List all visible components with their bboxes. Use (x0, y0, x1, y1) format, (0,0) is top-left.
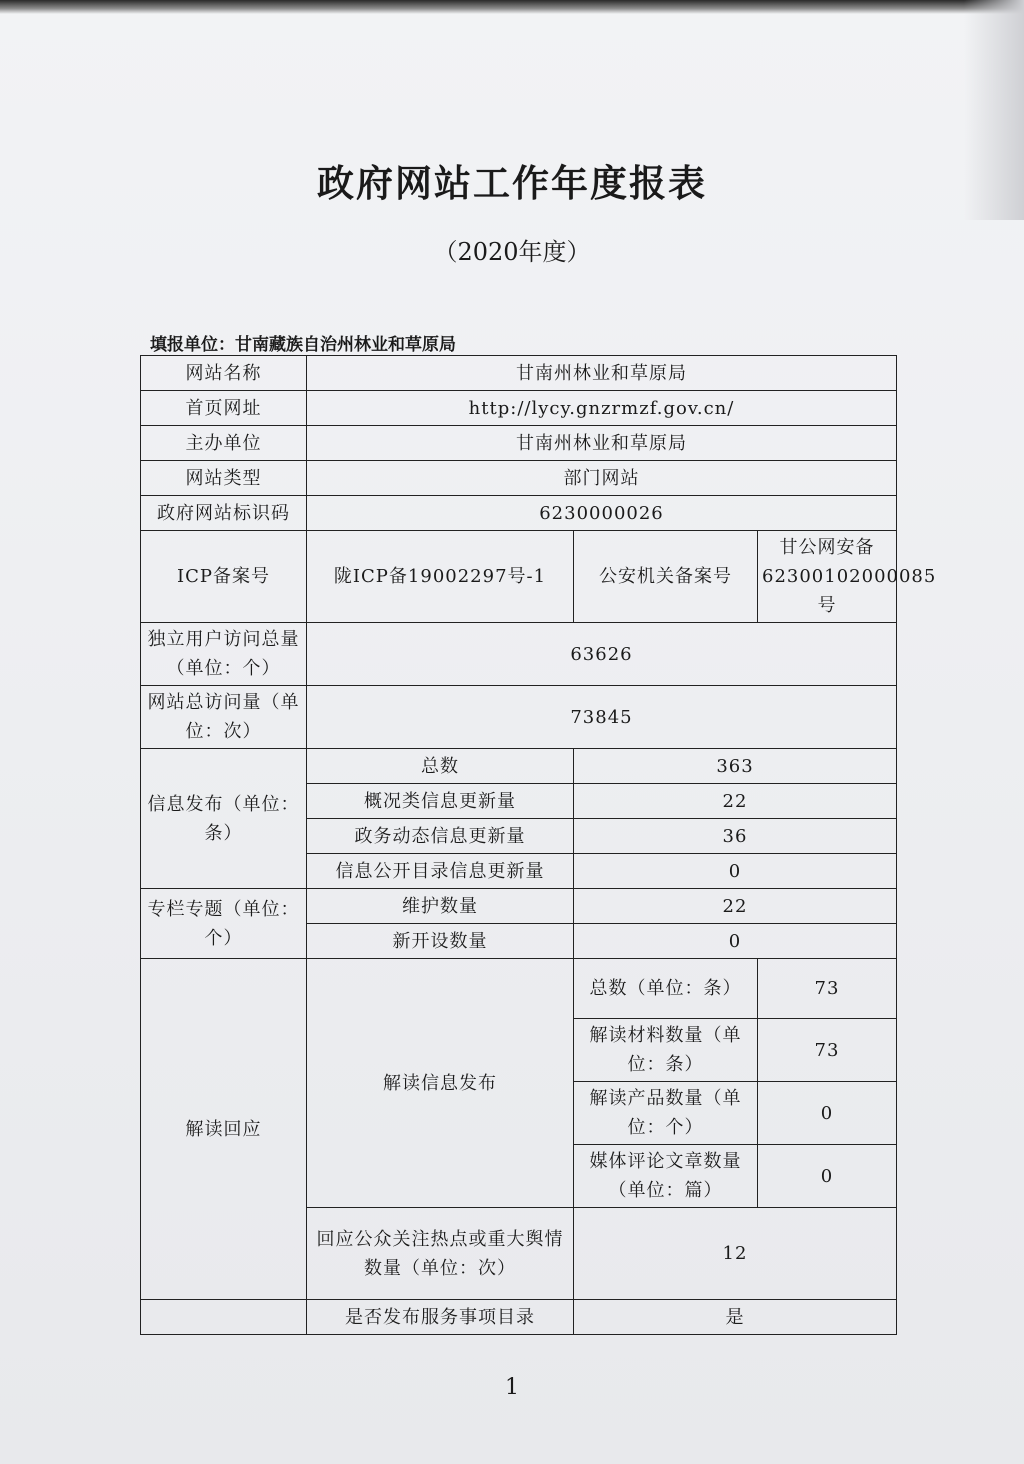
icp-number: 陇ICP备19002297号-1 (307, 531, 574, 623)
police-record-number: 甘公网安备62300102000085号 (758, 531, 897, 623)
top-shadow (0, 0, 1024, 14)
table-row (141, 391, 897, 426)
table-row (141, 959, 897, 1019)
item-label: 总数（单位：条） (574, 959, 758, 1019)
table-row (141, 461, 897, 496)
item-value: 73 (758, 959, 897, 1019)
row-value: 6230000026 (307, 496, 897, 531)
item-value: 363 (574, 749, 897, 784)
item-value: 73 (758, 1019, 897, 1082)
row-value: 甘南州林业和草原局 (307, 356, 897, 391)
row-label: 主办单位 (141, 426, 307, 461)
item-label: 概况类信息更新量 (307, 784, 574, 819)
group-label: 专栏专题（单位：个） (141, 889, 307, 959)
table-row (141, 426, 897, 461)
item-label: 政务动态信息更新量 (307, 819, 574, 854)
table-row (141, 1300, 897, 1335)
item-value: 22 (574, 784, 897, 819)
page-number: 1 (505, 1375, 519, 1400)
row-value: 73845 (307, 686, 897, 749)
report-year: （2020年度） (433, 238, 591, 266)
table-row (141, 496, 897, 531)
table-row (141, 686, 897, 749)
row-label: ICP备案号 (141, 531, 307, 623)
row-label: 独立用户访问总量（单位：个） (141, 623, 307, 686)
table-row (141, 889, 897, 924)
report-table (140, 355, 937, 1335)
item-label: 解读材料数量（单位：条） (574, 1019, 758, 1082)
item-label: 维护数量 (307, 889, 574, 924)
table-row (141, 531, 897, 623)
item-label: 总数 (307, 749, 574, 784)
empty-cell (141, 1300, 307, 1335)
row-label: 政府网站标识码 (141, 496, 307, 531)
item-value: 36 (574, 819, 897, 854)
row-label: 首页网址 (141, 391, 307, 426)
item-value: 12 (574, 1208, 897, 1300)
row-label: 网站总访问量（单位：次） (141, 686, 307, 749)
item-label: 解读产品数量（单位：个） (574, 1082, 758, 1145)
row-value: 63626 (307, 623, 897, 686)
item-label: 回应公众关注热点或重大舆情数量（单位：次） (307, 1208, 574, 1300)
row-label: 网站名称 (141, 356, 307, 391)
sub-group-label: 解读信息发布 (307, 959, 574, 1208)
item-label: 媒体评论文章数量（单位：篇） (574, 1145, 758, 1208)
item-label: 是否发布服务事项目录 (307, 1300, 574, 1335)
item-value: 0 (758, 1082, 897, 1145)
group-label: 信息发布（单位：条） (141, 749, 307, 889)
homepage-url: http://lycy.gnzrmzf.gov.cn/ (307, 391, 897, 426)
filling-unit: 填报单位：甘南藏族自治州林业和草原局 (150, 335, 456, 355)
table-row (141, 356, 897, 391)
table-row (141, 749, 897, 784)
item-value: 0 (574, 854, 897, 889)
table-row (141, 623, 897, 686)
row-value: 甘南州林业和草原局 (307, 426, 897, 461)
report-title: 政府网站工作年度报表 (317, 162, 707, 205)
item-label: 新开设数量 (307, 924, 574, 959)
row-value: 部门网站 (307, 461, 897, 496)
item-value: 0 (758, 1145, 897, 1208)
item-value: 0 (574, 924, 897, 959)
police-record-label: 公安机关备案号 (574, 531, 758, 623)
item-value: 22 (574, 889, 897, 924)
group-label: 解读回应 (141, 959, 307, 1300)
item-value: 是 (574, 1300, 897, 1335)
row-label: 网站类型 (141, 461, 307, 496)
item-label: 信息公开目录信息更新量 (307, 854, 574, 889)
